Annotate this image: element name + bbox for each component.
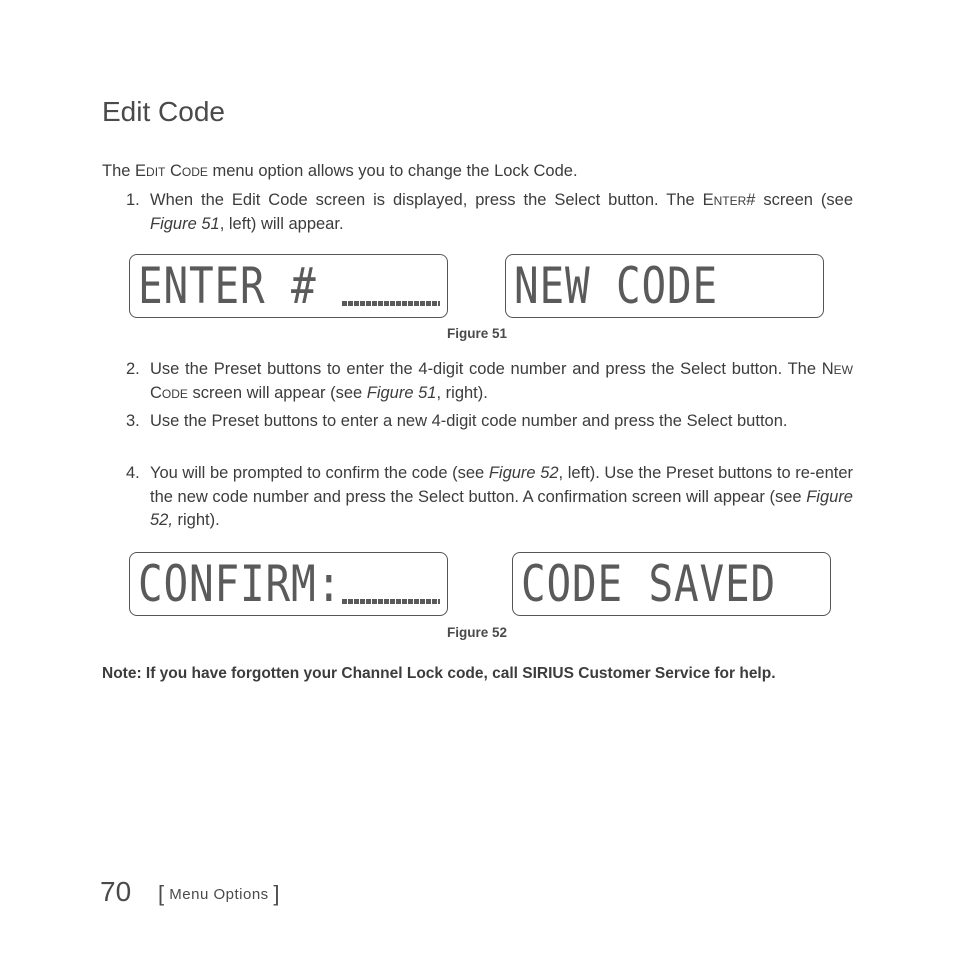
figure-51-caption: Figure 51	[446, 326, 508, 341]
note-text: Note: If you have forgotten your Channel Lock code, call SIRIUS Customer Service for help.	[102, 665, 776, 682]
lcd-screen-code-saved	[512, 552, 831, 616]
lcd-screen-confirm	[129, 552, 448, 616]
page-title: Edit Code	[102, 96, 225, 127]
step-text-part: Use the Preset buttons to enter a new 4-digit code number and press the Select button.	[150, 412, 788, 430]
intro-text-before: The	[102, 162, 136, 180]
step-text	[150, 410, 853, 434]
lcd-code-blank	[342, 301, 440, 306]
step-text-part: Use the Preset buttons to enter the 4-digit code number and press the Select button. The	[150, 360, 822, 378]
step-text-part: When the Edit Code screen is displayed, press the Select button. The	[150, 191, 703, 209]
lcd-text: CODE SAVED	[521, 555, 777, 613]
step-text-part: , left). Use the Preset buttons to re-enter the new code number and press the Select button. A confirmation screen will appear (see	[150, 464, 853, 506]
lcd-screen-new-code	[505, 254, 824, 318]
step-text-part: screen (see	[755, 191, 853, 209]
step-text	[150, 189, 853, 236]
intro-text-after: menu option allows you to change the Lock Code.	[207, 162, 578, 180]
step-number: 1.	[126, 191, 140, 209]
step-text	[150, 358, 853, 405]
figure-reference: Figure 51	[150, 214, 220, 233]
step-text-part: screen will appear (see	[187, 383, 367, 402]
step-text	[150, 462, 853, 533]
open-bracket: [	[158, 881, 165, 906]
figure-reference: Figure 52	[488, 464, 559, 482]
close-bracket: ]	[273, 881, 280, 906]
page-number: 70	[100, 876, 132, 907]
step-text-part: , right).	[436, 383, 488, 402]
lcd-text: CONFIRM:	[138, 555, 343, 613]
step-text-part: You will be prompted to confirm the code (see	[150, 464, 489, 482]
step-screen-term: New Code	[150, 360, 853, 402]
step-1	[126, 189, 853, 236]
step-screen-term: Enter#	[702, 191, 756, 209]
figure-reference: Figure 52,	[150, 487, 853, 529]
step-3	[126, 410, 853, 434]
step-text-part: , left) will appear.	[219, 214, 344, 233]
lcd-text: NEW CODE	[514, 257, 719, 315]
step-number: 4.	[126, 464, 140, 482]
lcd-code-blank	[342, 599, 440, 604]
lcd-text: ENTER #	[138, 257, 317, 315]
intro-paragraph	[102, 160, 853, 184]
figure-52-caption: Figure 52	[446, 625, 508, 640]
lcd-screen-enter	[129, 254, 448, 318]
step-4	[126, 462, 853, 533]
step-number: 2.	[126, 360, 140, 378]
step-text-part: right).	[172, 511, 220, 529]
step-number: 3.	[126, 412, 140, 430]
section-name: Menu Options	[169, 886, 269, 903]
section-label	[158, 881, 280, 907]
figure-reference: Figure 51	[366, 383, 437, 402]
intro-menu-term: Edit Code	[135, 162, 208, 180]
step-2	[126, 358, 853, 405]
